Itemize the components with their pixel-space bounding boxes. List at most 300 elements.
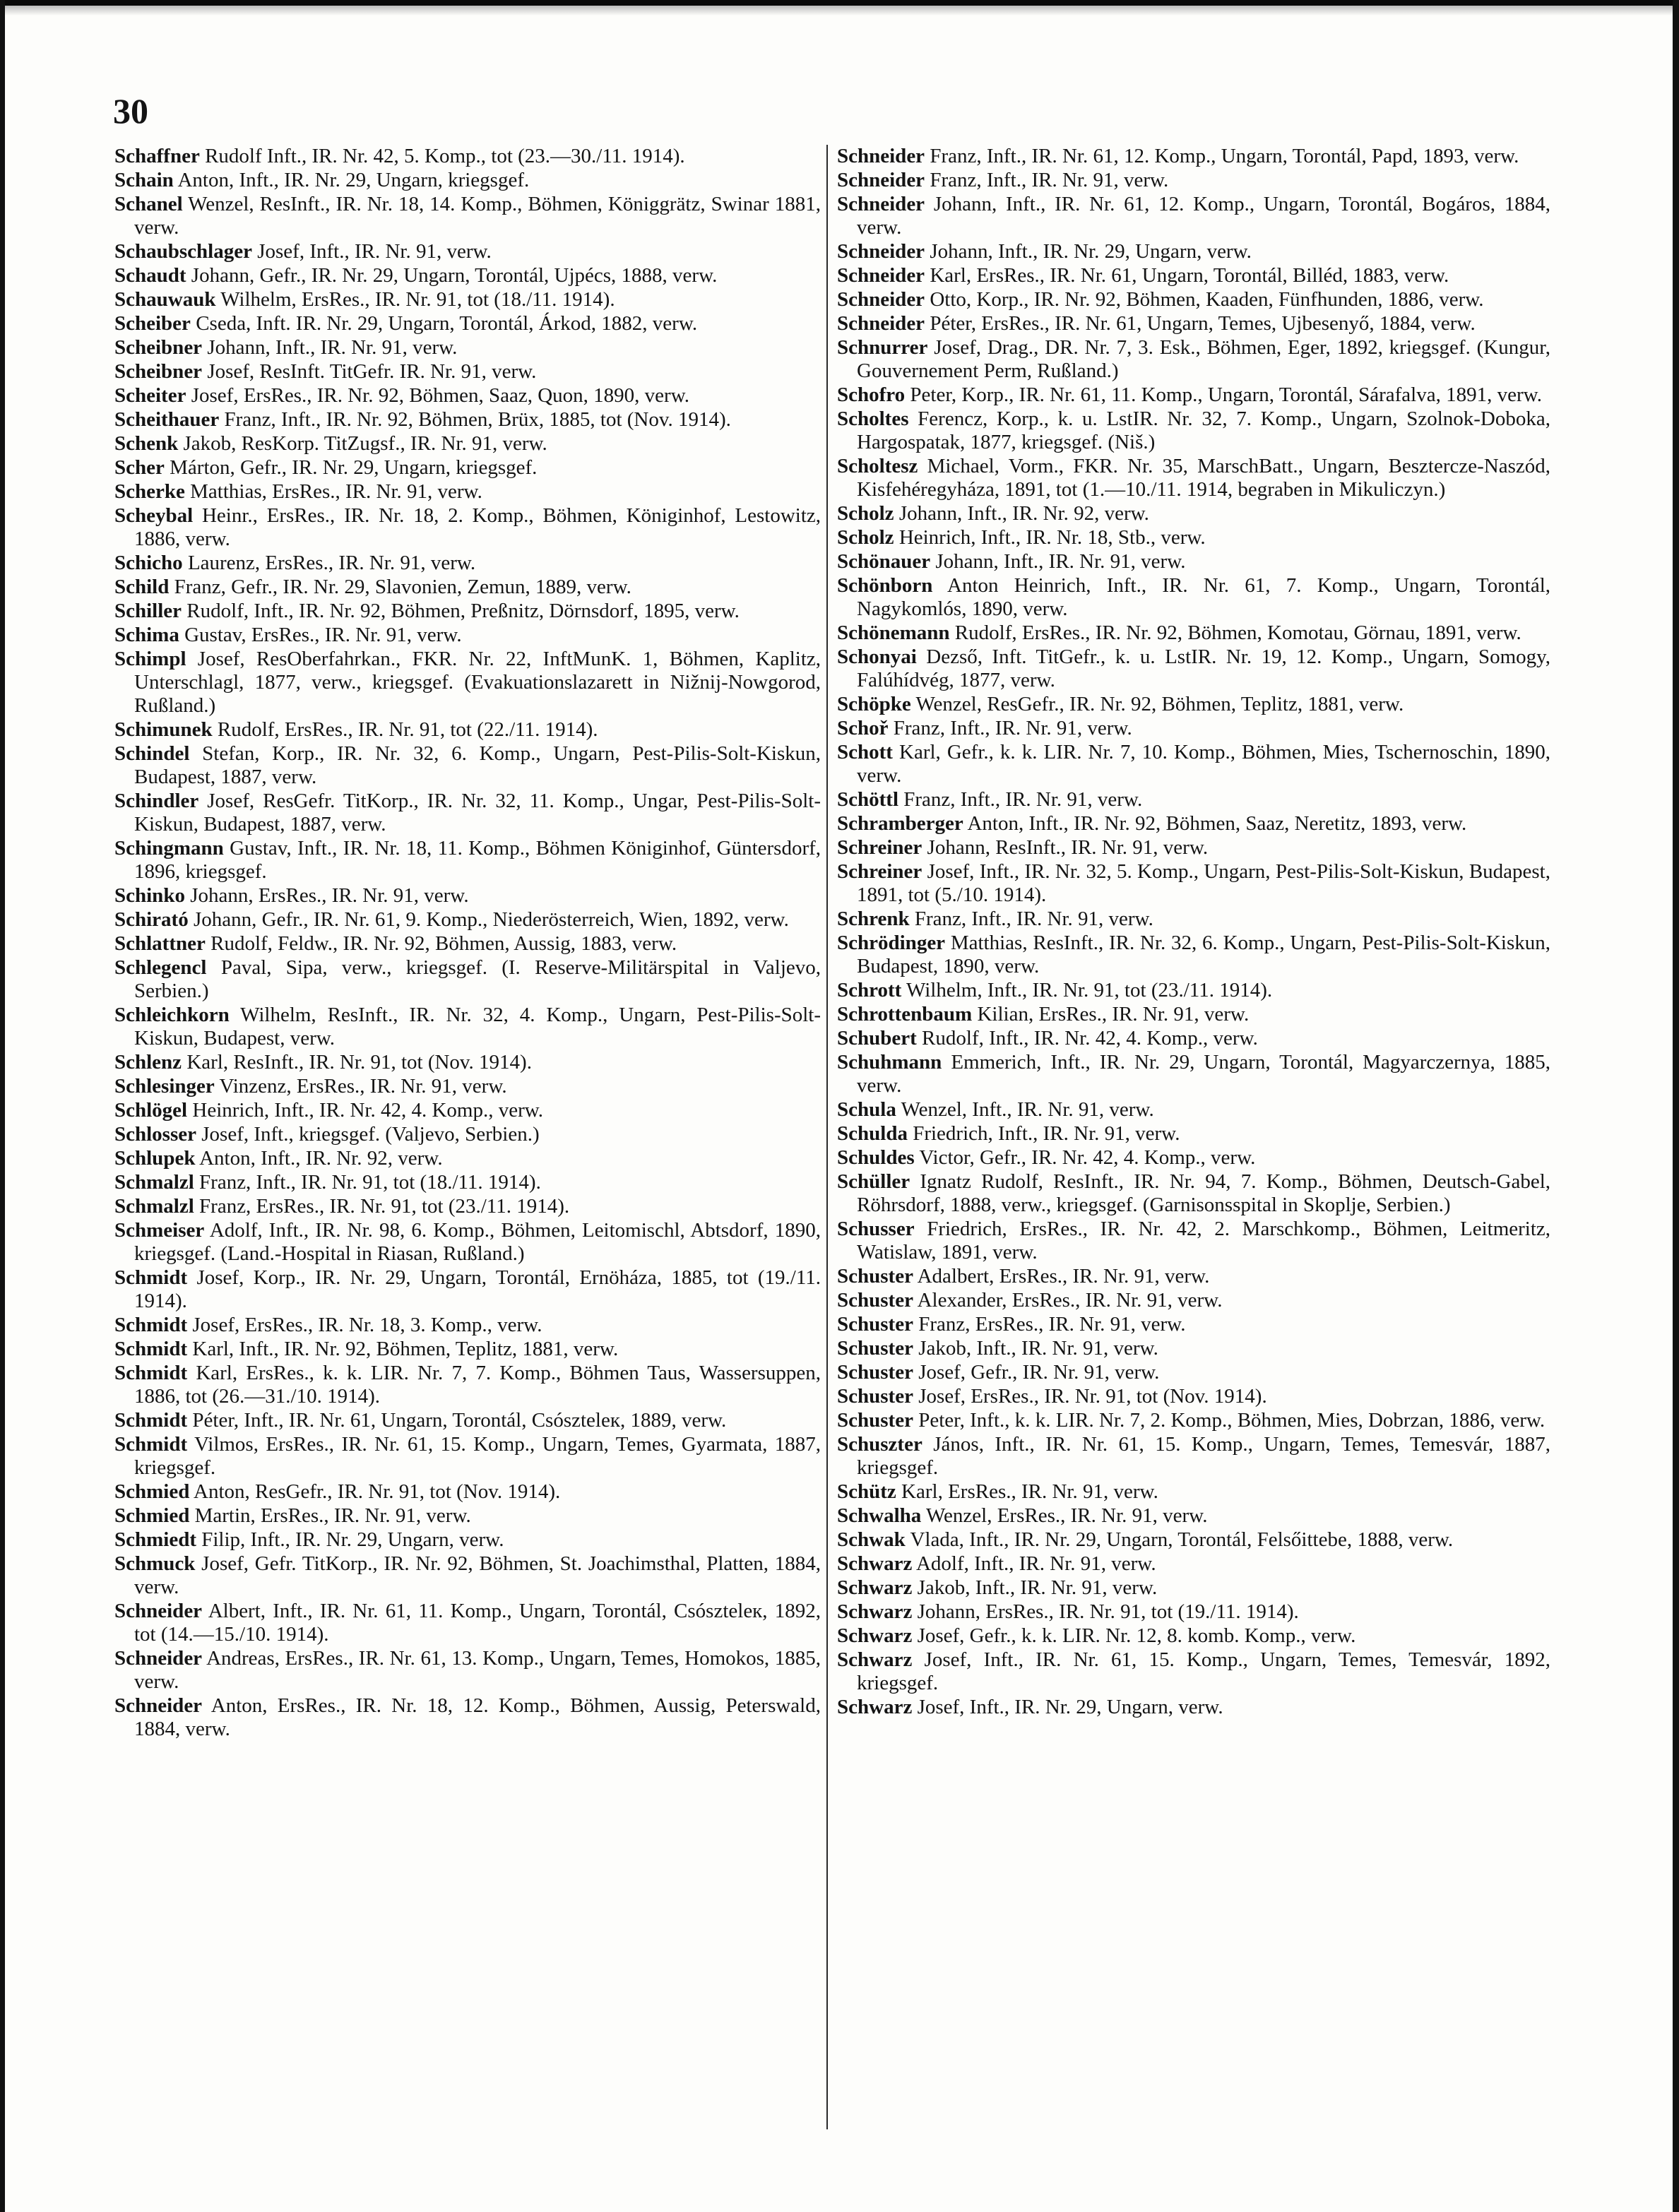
entry-details: Rudolf, ErsRes., IR. Nr. 92, Böhmen, Komotau, Görnau, 1891, verw. — [954, 622, 1521, 644]
entry-details: Josef, Korp., IR. Nr. 29, Ungarn, Torontál, Ernöháza, 1885, tot (19./11. 1914). — [134, 1266, 821, 1312]
entry-surname: Schneider — [837, 264, 925, 287]
entry-details: Vilmos, ErsRes., IR. Nr. 61, 15. Komp., Ungarn, Temes, Gyarmata, 1887, kriegsgef. — [134, 1433, 821, 1479]
list-entry — [114, 432, 821, 456]
entry-surname: Schmied — [114, 1504, 190, 1527]
entry-details: Anton, Inft., IR. Nr. 92, verw. — [199, 1147, 443, 1170]
entry-surname: Scholtesz — [837, 455, 918, 477]
list-entry — [837, 1265, 1550, 1288]
list-entry — [114, 1195, 821, 1218]
list-entry — [837, 383, 1550, 407]
entry-details: Franz, Inft., IR. Nr. 91, verw. — [914, 908, 1153, 930]
list-entry — [114, 1266, 821, 1313]
entry-details: Adolf, Inft., IR. Nr. 91, verw. — [915, 1552, 1156, 1575]
list-entry — [114, 1528, 821, 1552]
list-entry — [114, 1219, 821, 1266]
list-entry — [837, 1576, 1550, 1600]
entry-surname: Schwarz — [837, 1696, 913, 1718]
entry-surname: Schuszter — [837, 1433, 922, 1456]
entry-details: Josef, Inft., IR. Nr. 32, 5. Komp., Ungarn, Pest-Pilis-Solt-Kiskun, Budapest, 1891, tot (5./10. 1914). — [857, 860, 1550, 906]
entry-surname: Schindel — [114, 742, 190, 765]
entry-details: Vinzenz, ErsRes., IR. Nr. 91, verw. — [219, 1075, 507, 1098]
entry-surname: Schwarz — [837, 1576, 913, 1599]
entry-details: Jakob, Inft., IR. Nr. 91, verw. — [918, 1337, 1158, 1360]
list-entry — [837, 812, 1550, 836]
entry-surname: Schöpke — [837, 693, 911, 715]
list-entry — [837, 1098, 1550, 1122]
list-entry — [837, 1504, 1550, 1528]
entry-details: Johann, Inft., IR. Nr. 61, 12. Komp., Ungarn, Torontál, Bogáros, 1884, verw. — [857, 193, 1550, 239]
list-entry — [837, 455, 1550, 501]
entry-surname: Schirató — [114, 908, 189, 931]
entry-details: Heinr., ErsRes., IR. Nr. 18, 2. Komp., Böhmen, Königinhof, Lestowitz, 1886, verw. — [134, 504, 821, 550]
entry-surname: Schneider — [837, 312, 925, 335]
list-entry — [114, 1433, 821, 1480]
list-entry — [837, 1624, 1550, 1648]
list-entry — [837, 312, 1550, 335]
list-entry — [114, 1552, 821, 1599]
entry-surname: Schimpl — [114, 648, 186, 670]
entry-details: Johann, Inft., IR. Nr. 92, verw. — [898, 502, 1149, 525]
entry-details: Martin, ErsRes., IR. Nr. 91, verw. — [194, 1504, 471, 1527]
list-entry — [837, 1600, 1550, 1624]
entry-surname: Schuldes — [837, 1146, 915, 1169]
entry-details: Josef, Inft., kriegsgef. (Valjevo, Serbien.) — [201, 1123, 540, 1146]
entry-surname: Schuster — [837, 1337, 913, 1360]
page-number: 30 — [113, 91, 148, 131]
entry-details: Johann, Inft., IR. Nr. 91, verw. — [935, 550, 1186, 573]
list-entry — [837, 932, 1550, 978]
entry-surname: Schneider — [837, 288, 925, 311]
entry-details: Wenzel, Inft., IR. Nr. 91, verw. — [901, 1098, 1154, 1121]
entry-surname: Schlattner — [114, 932, 206, 955]
list-entry — [837, 336, 1550, 383]
list-entry — [837, 860, 1550, 907]
entry-details: Rudolf, Inft., IR. Nr. 42, 4. Komp., verw. — [922, 1027, 1258, 1049]
entry-surname: Schinko — [114, 884, 185, 907]
entry-details: Dezső, Inft. TitGefr., k. u. LstIR. Nr. 19, 12. Komp., Ungarn, Somogy, Falúhídvég, 1877, verw. — [857, 646, 1550, 691]
entry-details: Franz, Inft., IR. Nr. 61, 12. Komp., Ungarn, Torontál, Papd, 1893, verw. — [930, 145, 1519, 167]
entry-surname: Schmidt — [114, 1266, 188, 1289]
list-entry — [114, 456, 821, 480]
entry-surname: Schrottenbaum — [837, 1003, 973, 1025]
list-entry — [114, 908, 821, 932]
entry-details: Adalbert, ErsRes., IR. Nr. 91, verw. — [917, 1265, 1210, 1288]
list-entry — [837, 193, 1550, 239]
entry-surname: Schoř — [837, 717, 889, 739]
entry-surname: Scher — [114, 456, 165, 479]
entry-surname: Schuster — [837, 1385, 913, 1408]
entry-surname: Schmied — [114, 1480, 190, 1503]
entry-surname: Schaudt — [114, 264, 186, 287]
entry-surname: Scheybal — [114, 504, 194, 527]
entry-surname: Schild — [114, 576, 170, 598]
list-entry — [114, 145, 821, 168]
list-entry — [114, 1123, 821, 1146]
entry-details: Johann, Gefr., IR. Nr. 61, 9. Komp., Niederösterreich, Wien, 1892, verw. — [193, 908, 789, 931]
list-entry — [837, 1122, 1550, 1146]
list-entry — [837, 240, 1550, 263]
entry-surname: Schwarz — [837, 1648, 913, 1671]
entry-details: Josef, Gefr. TitKorp., IR. Nr. 92, Böhmen, St. Joachimsthal, Platten, 1884, verw. — [134, 1552, 821, 1598]
entry-details: Wenzel, ResInft., IR. Nr. 18, 14. Komp., Böhmen, Königgrätz, Swinar 1881, verw. — [134, 193, 821, 239]
entry-surname: Schuhmann — [837, 1051, 942, 1074]
entry-surname: Scherke — [114, 480, 185, 503]
entry-details: Wilhelm, ErsRes., IR. Nr. 91, tot (18./11. 1914). — [220, 288, 615, 311]
list-entry — [837, 717, 1550, 740]
entry-surname: Schneider — [837, 169, 925, 191]
list-entry — [837, 1385, 1550, 1408]
list-entry — [114, 1362, 821, 1408]
entry-details: Rudolf, Feldw., IR. Nr. 92, Böhmen, Aussig, 1883, verw. — [210, 932, 677, 955]
entry-surname: Scholtes — [837, 408, 909, 430]
entry-details: Johann, Gefr., IR. Nr. 29, Ungarn, Torontál, Ujpécs, 1888, verw. — [191, 264, 718, 287]
entry-details: Stefan, Korp., IR. Nr. 32, 6. Komp., Ungarn, Pest-Pilis-Solt-Kiskun, Budapest, 1887, verw. — [134, 742, 821, 788]
entry-surname: Schwarz — [837, 1624, 913, 1647]
entry-details: Karl, Gefr., k. k. LIR. Nr. 7, 10. Komp., Böhmen, Mies, Tschernoschin, 1890, verw. — [857, 741, 1550, 787]
entry-surname: Schusser — [837, 1218, 915, 1240]
list-entry — [114, 1647, 821, 1694]
entry-surname: Schwarz — [837, 1552, 913, 1575]
list-entry — [837, 1433, 1550, 1480]
list-entry — [837, 264, 1550, 287]
entry-details: Anton, Inft., IR. Nr. 29, Ungarn, kriegsgef. — [177, 169, 530, 191]
entry-surname: Schmidt — [114, 1338, 188, 1360]
entry-details: Matthias, ErsRes., IR. Nr. 91, verw. — [190, 480, 482, 503]
entry-details: Franz, ErsRes., IR. Nr. 91, verw. — [918, 1313, 1186, 1336]
entry-surname: Schimunek — [114, 718, 213, 741]
list-entry — [837, 550, 1550, 573]
entry-details: Anton, Inft., IR. Nr. 92, Böhmen, Saaz, Neretitz, 1893, verw. — [967, 812, 1467, 835]
entry-surname: Scheithauer — [114, 408, 220, 431]
entry-surname: Schlesinger — [114, 1075, 215, 1098]
entry-surname: Scheibner — [114, 360, 203, 383]
list-entry — [837, 502, 1550, 525]
list-entry — [837, 836, 1550, 860]
entry-surname: Schuster — [837, 1361, 913, 1384]
list-entry — [837, 408, 1550, 454]
entry-details: Alexander, ErsRes., IR. Nr. 91, verw. — [917, 1289, 1223, 1312]
list-entry — [114, 576, 821, 599]
entry-details: Cseda, Inft. IR. Nr. 29, Ungarn, Torontál, Árkod, 1882, verw. — [196, 312, 698, 335]
entry-details: Josef, ErsRes., IR. Nr. 91, tot (Nov. 1914). — [918, 1385, 1267, 1408]
entry-details: Jakob, Inft., IR. Nr. 91, verw. — [917, 1576, 1158, 1599]
scan-left-border — [0, 0, 5, 2212]
entry-details: Johann, ErsRes., IR. Nr. 91, verw. — [190, 884, 469, 907]
entry-surname: Schonyai — [837, 646, 917, 668]
entry-surname: Schmalzl — [114, 1171, 194, 1194]
entry-surname: Scheibner — [114, 336, 203, 359]
entry-surname: Schneider — [837, 193, 925, 215]
list-entry — [114, 169, 821, 192]
entry-details: Karl, ResInft., IR. Nr. 91, tot (Nov. 1914). — [186, 1051, 532, 1074]
entry-details: Karl, ErsRes., k. k. LIR. Nr. 7, 7. Komp., Böhmen Taus, Wassersuppen, 1886, tot (26.—31./10. 1914). — [134, 1362, 821, 1408]
list-entry — [837, 1027, 1550, 1050]
entry-surname: Schmidt — [114, 1314, 188, 1336]
list-entry — [837, 1289, 1550, 1312]
list-entry — [837, 574, 1550, 621]
list-entry — [837, 788, 1550, 811]
list-entry — [114, 384, 821, 408]
entry-surname: Schrödinger — [837, 932, 946, 954]
entry-surname: Schneider — [114, 1647, 203, 1670]
list-entry — [114, 1600, 821, 1646]
entry-surname: Schiller — [114, 600, 182, 622]
list-entry — [837, 1218, 1550, 1264]
column-divider — [826, 145, 828, 2129]
entry-surname: Schönborn — [837, 574, 933, 597]
entry-surname: Schrenk — [837, 908, 910, 930]
list-entry — [114, 1075, 821, 1098]
entry-details: Josef, Inft., IR. Nr. 91, verw. — [257, 240, 492, 263]
entry-details: Victor, Gefr., IR. Nr. 42, 4. Komp., verw. — [919, 1146, 1256, 1169]
entry-details: Andreas, ErsRes., IR. Nr. 61, 13. Komp., Ungarn, Temes, Homokos, 1885, verw. — [134, 1647, 821, 1693]
entry-details: Rudolf, ErsRes., IR. Nr. 91, tot (22./11. 1914). — [217, 718, 598, 741]
entry-details: Matthias, ResInft., IR. Nr. 32, 6. Komp., Ungarn, Pest-Pilis-Solt-Kiskun, Budapest, 1890, verw. — [857, 932, 1550, 977]
list-entry — [837, 1409, 1550, 1432]
entry-details: Rudolf Inft., IR. Nr. 42, 5. Komp., tot (23.—30./11. 1914). — [205, 145, 685, 167]
entry-details: Peter, Korp., IR. Nr. 61, 11. Komp., Ungarn, Torontál, Sárafalva, 1891, verw. — [910, 383, 1542, 406]
entry-details: Peter, Inft., k. k. LIR. Nr. 7, 2. Komp., Böhmen, Mies, Dobrzan, 1886, verw. — [918, 1409, 1545, 1432]
entry-surname: Schulda — [837, 1122, 908, 1145]
entry-details: Karl, ErsRes., IR. Nr. 91, verw. — [901, 1480, 1158, 1503]
entry-surname: Schofro — [837, 383, 906, 406]
entry-surname: Schima — [114, 624, 179, 646]
list-entry — [114, 360, 821, 383]
entry-details: Johann, Inft., IR. Nr. 29, Ungarn, verw. — [930, 240, 1252, 263]
list-entry — [837, 1696, 1550, 1719]
entry-surname: Schreiner — [837, 860, 922, 883]
entry-surname: Schauwauk — [114, 288, 216, 311]
list-entry — [837, 1648, 1550, 1695]
entry-details: Josef, Gefr., k. k. LIR. Nr. 12, 8. komb. Komp., verw. — [917, 1624, 1356, 1647]
list-entry — [114, 790, 821, 836]
entry-surname: Schreiner — [837, 836, 922, 859]
entry-surname: Schindler — [114, 790, 199, 812]
entry-details: Wenzel, ResGefr., IR. Nr. 92, Böhmen, Teplitz, 1881, verw. — [915, 693, 1404, 715]
entry-surname: Scheiber — [114, 312, 191, 335]
entry-surname: Schmeiser — [114, 1219, 205, 1242]
list-entry — [114, 742, 821, 789]
list-entry — [114, 288, 821, 311]
entry-surname: Schrott — [837, 979, 902, 1001]
entry-surname: Schöttl — [837, 788, 898, 811]
entry-surname: Schramberger — [837, 812, 963, 835]
entry-details: Albert, Inft., IR. Nr. 61, 11. Komp., Ungarn, Torontál, Csószteleк, 1892, tot (14.—15./10. 1914). — [134, 1600, 821, 1646]
list-entry — [114, 1004, 821, 1050]
list-entry — [837, 979, 1550, 1002]
entry-surname: Schmalzl — [114, 1195, 194, 1218]
entry-surname: Schuster — [837, 1313, 913, 1336]
entry-surname: Scholz — [837, 526, 894, 549]
list-entry — [114, 480, 821, 504]
list-entry — [837, 1313, 1550, 1336]
entry-details: Adolf, Inft., IR. Nr. 98, 6. Komp., Böhmen, Leitomischl, Abtsdorf, 1890, kriegsgef. (Land.-Hospital in Riasan, Rußland.) — [134, 1219, 821, 1265]
list-entry — [837, 169, 1550, 192]
list-entry — [114, 336, 821, 359]
list-entry — [114, 1409, 821, 1432]
list-entry — [114, 956, 821, 1003]
entry-details: Heinrich, Inft., IR. Nr. 42, 4. Komp., verw. — [192, 1099, 544, 1122]
list-entry — [114, 1314, 821, 1337]
entry-surname: Schleichkorn — [114, 1004, 230, 1026]
list-entry — [837, 1361, 1550, 1384]
entry-surname: Schmidt — [114, 1433, 188, 1456]
entry-details: Franz, Gefr., IR. Nr. 29, Slavonien, Zemun, 1889, verw. — [174, 576, 631, 598]
entry-surname: Schneider — [114, 1694, 203, 1717]
entry-details: Josef, Inft., IR. Nr. 29, Ungarn, verw. — [917, 1696, 1223, 1718]
entry-details: Anton, ResGefr., IR. Nr. 91, tot (Nov. 1914). — [194, 1480, 561, 1503]
entry-surname: Schneider — [837, 145, 925, 167]
entry-details: Laurenz, ErsRes., IR. Nr. 91, verw. — [187, 552, 476, 574]
list-entry — [114, 193, 821, 239]
entry-details: Josef, ErsRes., IR. Nr. 92, Böhmen, Saaz, Quon, 1890, verw. — [191, 384, 690, 407]
entry-details: Anton Heinrich, Inft., IR. Nr. 61, 7. Komp., Ungarn, Torontál, Nagykomlós, 1890, verw. — [857, 574, 1550, 620]
entry-surname: Schwak — [837, 1528, 906, 1551]
entry-surname: Schuster — [837, 1289, 913, 1312]
entry-details: Franz, ErsRes., IR. Nr. 91, tot (23./11. 1914). — [199, 1195, 570, 1218]
entry-details: Péter, Inft., IR. Nr. 61, Ungarn, Torontál, Csószteleк, 1889, verw. — [192, 1409, 727, 1432]
scan-top-border — [0, 0, 1679, 16]
entry-details: Karl, Inft., IR. Nr. 92, Böhmen, Teplitz, 1881, verw. — [192, 1338, 619, 1360]
list-entry — [114, 718, 821, 742]
list-entry — [114, 884, 821, 908]
entry-surname: Schönemann — [837, 622, 950, 644]
entry-surname: Schönauer — [837, 550, 931, 573]
list-entry — [114, 1099, 821, 1122]
list-entry — [114, 1171, 821, 1194]
list-entry — [837, 1552, 1550, 1576]
entry-details: Josef, ResOberfahrkan., FKR. Nr. 22, InftMunK. 1, Böhmen, Kaplitz, Unterschlagl, 1877, verw., kriegsgef. (Evakuationslazarett in Nižnij-Nowgorod, Rußland.) — [134, 648, 821, 717]
entry-details: Franz, Inft., IR. Nr. 91, verw. — [930, 169, 1169, 191]
list-entry — [114, 312, 821, 335]
entry-details: Kilian, ErsRes., IR. Nr. 91, verw. — [977, 1003, 1250, 1025]
entry-surname: Schneider — [837, 240, 925, 263]
left-column — [114, 145, 821, 2179]
entry-details: Filip, Inft., IR. Nr. 29, Ungarn, verw. — [201, 1528, 504, 1551]
list-entry — [837, 288, 1550, 311]
entry-surname: Schmidt — [114, 1409, 188, 1432]
list-entry — [114, 1051, 821, 1074]
entry-details: Vlada, Inft., IR. Nr. 29, Ungarn, Torontál, Felsőittebe, 1888, verw. — [910, 1528, 1454, 1551]
entry-details: Gustav, ErsRes., IR. Nr. 91, verw. — [184, 624, 462, 646]
list-entry — [837, 145, 1550, 168]
entry-details: Josef, ErsRes., IR. Nr. 18, 3. Komp., verw. — [192, 1314, 542, 1336]
list-entry — [114, 837, 821, 884]
entry-details: Franz, Inft., IR. Nr. 91, verw. — [893, 717, 1132, 739]
entry-details: Márton, Gefr., IR. Nr. 29, Ungarn, kriegsgef. — [170, 456, 538, 479]
entry-surname: Schnurrer — [837, 336, 928, 359]
entry-details: Wilhelm, Inft., IR. Nr. 91, tot (23./11. 1914). — [906, 979, 1273, 1001]
entry-details: Michael, Vorm., FKR. Nr. 35, MarschBatt., Ungarn, Besztercze-Naszód, Kisfehéregyháza, 1891, tot (1.—10./11. 1914, begraben in Mikuliczyn.) — [857, 455, 1550, 501]
list-entry — [837, 1480, 1550, 1504]
list-entry — [114, 1694, 821, 1741]
entry-details: Josef, Drag., DR. Nr. 7, 3. Esk., Böhmen, Eger, 1892, kriegsgef. (Kungur, Gouvernement Perm, Rußland.) — [857, 336, 1550, 382]
entry-details: Josef, ResGefr. TitKorp., IR. Nr. 32, 11. Komp., Ungar, Pest-Pilis-Solt-Kiskun, Budapest, 1887, verw. — [134, 790, 821, 836]
list-entry — [837, 741, 1550, 787]
list-entry — [837, 526, 1550, 549]
list-entry — [114, 552, 821, 575]
entry-surname: Schingmann — [114, 837, 224, 860]
list-entry — [114, 408, 821, 432]
entry-details: Johann, Inft., IR. Nr. 91, verw. — [207, 336, 458, 359]
entry-details: Jakob, ResKorp. TitZugsf., IR. Nr. 91, verw. — [183, 432, 547, 455]
entry-details: Franz, Inft., IR. Nr. 91, verw. — [903, 788, 1143, 811]
list-entry — [837, 1337, 1550, 1360]
list-entry — [114, 1480, 821, 1504]
entry-details: Gustav, Inft., IR. Nr. 18, 11. Komp., Böhmen Königinhof, Güntersdorf, 1896, kriegsgef. — [134, 837, 821, 883]
entry-details: Friedrich, Inft., IR. Nr. 91, verw. — [913, 1122, 1180, 1145]
entry-details: Franz, Inft., IR. Nr. 92, Böhmen, Brüx, 1885, tot (Nov. 1914). — [224, 408, 731, 431]
entry-surname: Schüller — [837, 1170, 910, 1193]
entry-surname: Schlögel — [114, 1099, 188, 1122]
entry-surname: Schanel — [114, 193, 183, 215]
entry-surname: Schubert — [837, 1027, 917, 1049]
entry-details: Josef, ResInft. TitGefr. IR. Nr. 91, verw. — [207, 360, 537, 383]
entry-surname: Schuster — [837, 1265, 913, 1288]
list-entry — [114, 504, 821, 551]
entry-surname: Schütz — [837, 1480, 896, 1503]
list-entry — [837, 908, 1550, 931]
list-entry — [114, 600, 821, 623]
entry-surname: Scheiter — [114, 384, 186, 407]
entry-details: Wilhelm, ResInft., IR. Nr. 32, 4. Komp., Ungarn, Pest-Pilis-Solt-Kiskun, Budapest, verw. — [134, 1004, 821, 1049]
list-entry — [114, 624, 821, 647]
entry-details: Heinrich, Inft., IR. Nr. 18, Stb., verw. — [898, 526, 1206, 549]
entry-details: Ignatz Rudolf, ResInft., IR. Nr. 94, 7. Komp., Böhmen, Deutsch-Gabel, Röhrsdorf, 1888, verw., kriegsgef. (Garnisonsspital in Skoplje, Serbien.) — [857, 1170, 1550, 1216]
entry-surname: Scholz — [837, 502, 894, 525]
list-entry — [837, 1003, 1550, 1026]
scan-right-border — [1673, 0, 1679, 2212]
entry-surname: Schain — [114, 169, 174, 191]
entry-surname: Schmuck — [114, 1552, 196, 1575]
list-entry — [114, 1338, 821, 1361]
entry-surname: Schwarz — [837, 1600, 913, 1623]
entry-details: Wenzel, ErsRes., IR. Nr. 91, verw. — [926, 1504, 1208, 1527]
entry-surname: Schicho — [114, 552, 183, 574]
entry-details: Josef, Gefr., IR. Nr. 91, verw. — [918, 1361, 1160, 1384]
entry-details: Franz, Inft., IR. Nr. 91, tot (18./11. 1914). — [199, 1171, 541, 1194]
entry-surname: Schwalha — [837, 1504, 922, 1527]
entry-surname: Schmiedt — [114, 1528, 196, 1551]
entry-details: Karl, ErsRes., IR. Nr. 61, Ungarn, Torontál, Billéd, 1883, verw. — [930, 264, 1449, 287]
entry-surname: Schlupek — [114, 1147, 196, 1170]
entry-surname: Schlosser — [114, 1123, 196, 1146]
entry-details: Johann, ErsRes., IR. Nr. 91, tot (19./11. 1914). — [917, 1600, 1299, 1623]
list-entry — [114, 264, 821, 287]
entry-surname: Schlegencl — [114, 956, 207, 979]
entry-details: Josef, Inft., IR. Nr. 61, 15. Komp., Ungarn, Temes, Temesvár, 1892, kriegsgef. — [857, 1648, 1550, 1694]
entry-details: Rudolf, Inft., IR. Nr. 92, Böhmen, Preßnitz, Dörnsdorf, 1895, verw. — [186, 600, 740, 622]
list-entry — [837, 693, 1550, 716]
list-entry — [837, 1528, 1550, 1552]
entry-surname: Schmidt — [114, 1362, 188, 1384]
entry-surname: Schula — [837, 1098, 896, 1121]
entry-surname: Schaffner — [114, 145, 200, 167]
entry-details: Péter, ErsRes., IR. Nr. 61, Ungarn, Temes, Ujbesenyő, 1884, verw. — [930, 312, 1476, 335]
entry-details: Anton, ErsRes., IR. Nr. 18, 12. Komp., Böhmen, Aussig, Peterswald, 1884, verw. — [134, 1694, 821, 1740]
entry-details: Otto, Korp., IR. Nr. 92, Böhmen, Kaaden, Fünfhunden, 1886, verw. — [930, 288, 1484, 311]
entry-details: Ferencz, Korp., k. u. LstIR. Nr. 32, 7. Komp., Ungarn, Szolnok-Doboka, Hargospatak, 1877, kriegsgef. (Niš.) — [857, 408, 1550, 453]
list-entry — [114, 1504, 821, 1528]
list-entry — [837, 1170, 1550, 1217]
list-entry — [114, 648, 821, 718]
entry-surname: Schneider — [114, 1600, 203, 1622]
list-entry — [114, 932, 821, 956]
list-entry — [114, 1147, 821, 1170]
list-entry — [837, 646, 1550, 692]
right-column — [837, 145, 1550, 2179]
entry-surname: Schott — [837, 741, 893, 763]
